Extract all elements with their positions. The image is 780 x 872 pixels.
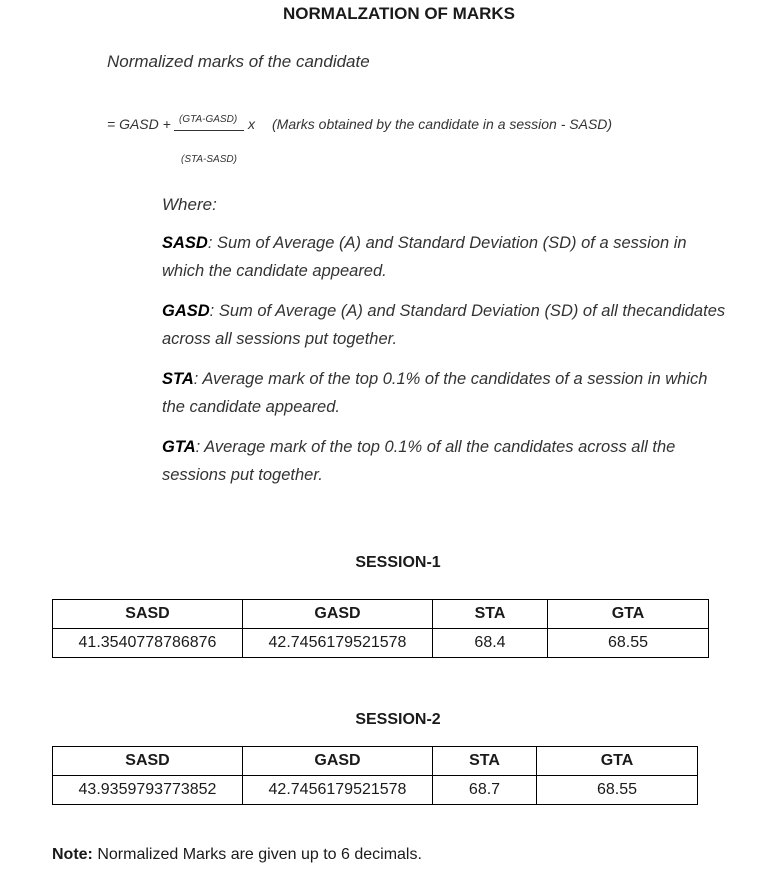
note-label: Note: <box>52 846 93 863</box>
formula-lead: = GASD + <box>107 116 171 132</box>
table-row <box>53 776 698 805</box>
column-header: GTA <box>548 600 709 629</box>
session-1-table <box>52 599 709 658</box>
table-cell: 42.7456179521578 <box>243 629 433 658</box>
session-1-title: SESSION-1 <box>355 554 441 571</box>
formula-numerator: (GTA-GASD) <box>179 114 238 125</box>
formula-times: x <box>248 116 255 132</box>
definition-text: : Average mark of the top 0.1% of all the candidates across all the <box>195 438 676 456</box>
table-cell: 41.3540778786876 <box>53 629 243 658</box>
column-header: SASD <box>53 747 243 776</box>
definition-gta <box>162 433 675 489</box>
definition-sta <box>162 365 707 421</box>
fraction-bar <box>174 130 244 131</box>
table-cell: 43.9359793773852 <box>53 776 243 805</box>
where-label: Where: <box>162 195 217 214</box>
formula-tail: (Marks obtained by the candidate in a session - SASD) <box>272 116 613 132</box>
definition-term: GTA <box>162 438 196 456</box>
definition-text: : Average mark of the top 0.1% of the candidates of a session in which <box>193 370 708 388</box>
definition-text: sessions put together. <box>162 466 323 484</box>
table-cell: 68.4 <box>433 629 548 658</box>
table-cell: 68.55 <box>548 629 709 658</box>
definition-term: GASD <box>162 302 210 320</box>
table-cell: 42.7456179521578 <box>243 776 433 805</box>
definition-term: STA <box>162 370 194 388</box>
definition-text: : Sum of Average (A) and Standard Deviation (SD) of all thecandidates <box>209 302 726 320</box>
definition-text: across all sessions put together. <box>162 330 398 348</box>
definition-term: SASD <box>162 234 208 252</box>
column-header: STA <box>433 600 548 629</box>
table-header-row <box>53 600 709 629</box>
table-cell: 68.7 <box>433 776 537 805</box>
note <box>52 846 422 864</box>
definition-text: : Sum of Average (A) and Standard Deviation (SD) of a session in <box>207 234 687 252</box>
session-2-title: SESSION-2 <box>355 711 441 728</box>
page-title: NORMALZATION OF MARKS <box>283 4 515 23</box>
column-header: GASD <box>243 600 433 629</box>
table-header-row <box>53 747 698 776</box>
note-text: Normalized Marks are given up to 6 decimals. <box>92 846 422 863</box>
subtitle: Normalized marks of the candidate <box>107 52 370 71</box>
session-2-table <box>52 746 698 805</box>
column-header: STA <box>433 747 537 776</box>
column-header: GTA <box>537 747 698 776</box>
table-row <box>53 629 709 658</box>
definition-text: the candidate appeared. <box>162 398 340 416</box>
column-header: SASD <box>53 600 243 629</box>
table-cell: 68.55 <box>537 776 698 805</box>
definition-text: which the candidate appeared. <box>162 262 387 280</box>
definition-gasd <box>162 297 725 353</box>
formula-denominator: (STA-SASD) <box>181 154 237 165</box>
column-header: GASD <box>243 747 433 776</box>
definition-sasd <box>162 229 687 285</box>
